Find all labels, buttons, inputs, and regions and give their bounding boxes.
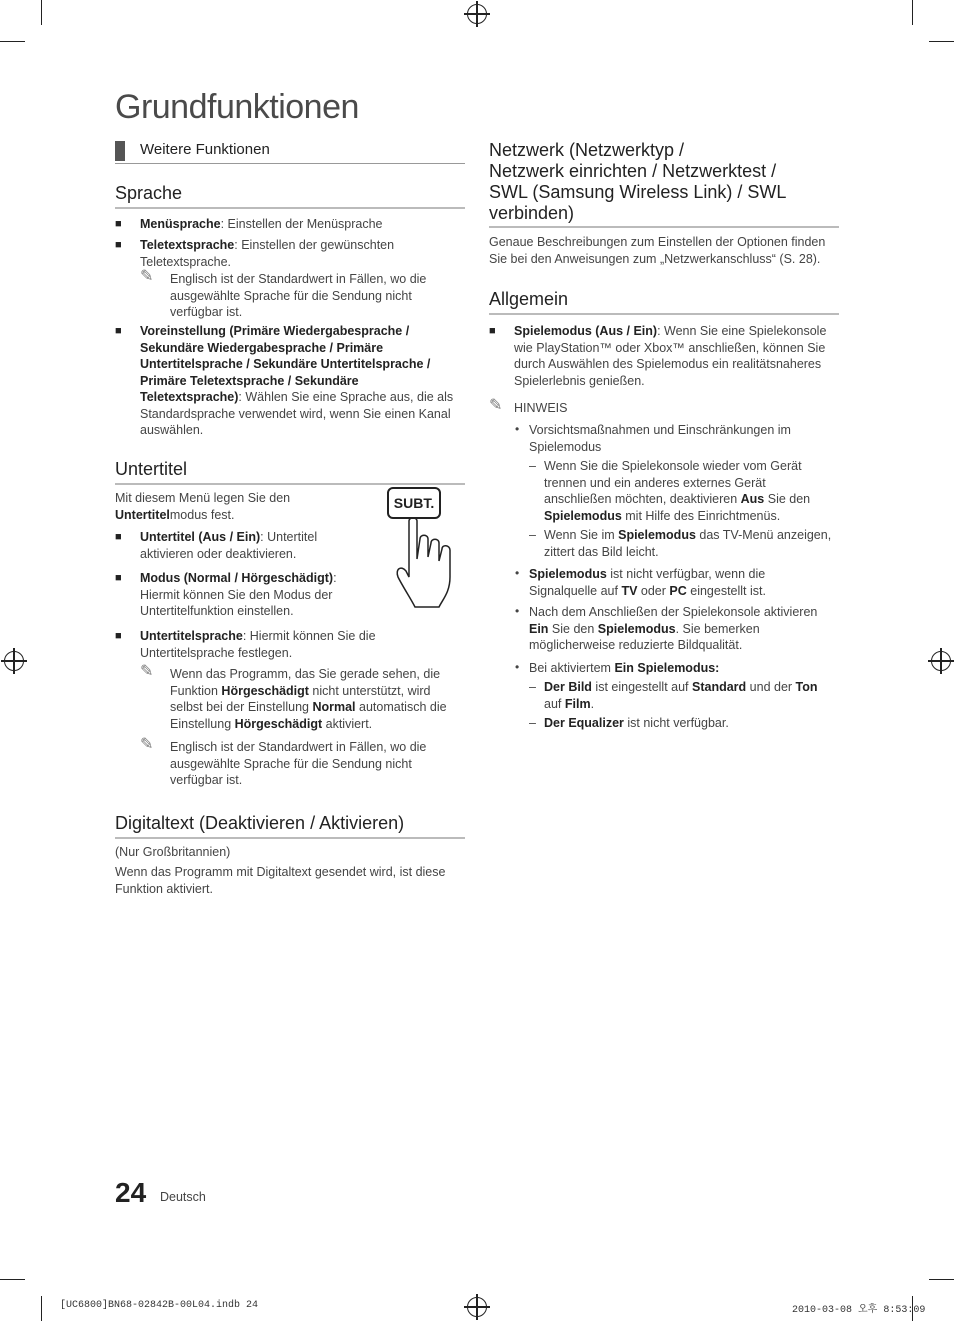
subt-button-icon: SUBT. bbox=[387, 487, 441, 519]
list-item: • Vorsichtsmaßnahmen und Einschränkungen im Spielemodus bbox=[515, 422, 791, 454]
bullet-square-icon: ■ bbox=[115, 572, 122, 584]
crop-mark bbox=[0, 41, 25, 42]
page-number: 24 bbox=[115, 1177, 147, 1208]
registration-mark-icon bbox=[467, 1297, 487, 1317]
divider bbox=[489, 226, 839, 228]
bullet-square-icon: ■ bbox=[115, 218, 122, 230]
crop-mark bbox=[929, 1279, 954, 1280]
bullet-square-icon: ■ bbox=[115, 531, 122, 543]
list-item: – Wenn Sie die Spielekonsole wieder vom Gerät trennen und ein anderes externes Gerät anschließen möchten, deaktivieren Aus Sie den Spielemodus mit Hilfe des Einrichtmenüs. bbox=[529, 459, 811, 523]
dash-marker: – bbox=[529, 680, 536, 694]
untertitel-intro: Mit diesem Menü legen Sie den Untertitelmodus fest. bbox=[115, 491, 291, 522]
list-item: ■ Voreinstellung (Primäre Wiedergabesprache / Sekundäre Wiedergabesprache / Primäre Untertitelsprache / Sekundäre Untertitelsprache / Primäre Teletextsprache / Sekundäre Teletextsprache): Wählen Sie eine Sprache aus, die als Standardsprache verwendet wird, wenn Sie einen Kanal auswählen. bbox=[115, 324, 454, 437]
pencil-note-icon: ✎ bbox=[140, 736, 154, 753]
bullet-dot-icon: • bbox=[515, 660, 520, 674]
section-untertitel-heading: Untertitel bbox=[115, 459, 465, 485]
pencil-note-icon: ✎ bbox=[140, 268, 154, 285]
netzwerk-text: Genaue Beschreibungen zum Einstellen der Optionen finden Sie bei den Anweisungen zum „Netzwerkanschluss“ (S. 28). bbox=[489, 235, 826, 266]
subheading-text: Weitere Funktionen bbox=[140, 141, 270, 158]
bullet-dot-icon: • bbox=[515, 566, 520, 580]
list-item: – Der Bild ist eingestellt auf Standard und der Ton auf Film. bbox=[529, 680, 818, 711]
list-item: ■ Teletextsprache: Einstellen der gewünschten Teletextsprache. bbox=[115, 238, 395, 269]
section-digitaltext-heading: Digitaltext (Deaktivieren / Aktivieren) bbox=[115, 813, 465, 839]
list-item: • Bei aktiviertem Ein Spielemodus: bbox=[515, 660, 720, 675]
bullet-dot-icon: • bbox=[515, 422, 520, 436]
list-item: ■ Spielemodus (Aus / Ein): Wenn Sie eine Spielekonsole wie PlayStation™ oder Xbox™ anschließen, können Sie durch Auswählen des Spielemodus ein realitätsnaheres Spielerlebnis genießen. bbox=[489, 324, 827, 388]
list-item: • Spielemodus ist nicht verfügbar, wenn die Signalquelle auf TV oder PC eingestellt ist. bbox=[515, 566, 766, 598]
list-item: ■ Untertitelsprache: Hiermit können Sie die Untertitelsprache festlegen. bbox=[115, 629, 376, 660]
note: ✎ Englisch ist der Standardwert in Fällen, wo die ausgewählte Sprache für die Sendung nicht verfügbar ist. bbox=[140, 268, 427, 319]
crop-mark bbox=[929, 41, 954, 42]
bullet-square-icon: ■ bbox=[115, 325, 122, 337]
section-sprache-heading: Sprache bbox=[115, 183, 465, 209]
note: ✎ Wenn das Programm, das Sie gerade sehen, die Funktion Hörgeschädigt nicht unterstützt, wird selbst bei der Einstellung Normal automatisch die Einstellung Hörgeschädigt aktiviert. bbox=[140, 663, 447, 731]
pencil-note-icon: ✎ bbox=[489, 397, 503, 414]
registration-mark-icon bbox=[467, 4, 487, 24]
page-title: Grundfunktionen bbox=[115, 88, 359, 126]
subheading bbox=[115, 139, 465, 164]
crop-mark bbox=[41, 0, 42, 25]
list-item: ■ Untertitel (Aus / Ein): Untertitel aktivieren oder deaktivieren. bbox=[115, 530, 318, 561]
list-item: ■ Menüsprache: Einstellen der Menüsprache bbox=[115, 217, 383, 231]
list-item: – Wenn Sie im Spielemodus das TV-Menü anzeigen, zittert das Bild leicht. bbox=[529, 528, 832, 559]
crop-mark bbox=[41, 1296, 42, 1321]
crop-mark bbox=[912, 0, 913, 25]
section-netzwerk-heading: Netzwerk (Netzwerktyp / Netzwerk einrichten / Netzwerktest / SWL (Samsung Wireless Link) / SWL verbinden) bbox=[489, 140, 787, 223]
dash-marker: – bbox=[529, 459, 536, 473]
footer-file-info: [UC6800]BN68-02842B-00L04.indb 24 bbox=[60, 1300, 259, 1311]
crop-mark bbox=[0, 1279, 25, 1280]
footer-timestamp: 2010-03-08 오후 8:53:09 bbox=[792, 1305, 926, 1316]
bullet-square-icon: ■ bbox=[115, 239, 122, 251]
subheading-bar bbox=[115, 141, 125, 161]
bullet-square-icon: ■ bbox=[115, 630, 122, 642]
dash-marker: – bbox=[529, 528, 536, 542]
digitaltext-text: Wenn das Programm mit Digitaltext gesendet wird, ist diese Funktion aktiviert. bbox=[115, 865, 446, 896]
list-item: ■ Modus (Normal / Hörgeschädigt): Hiermit können Sie den Modus der Untertitelfunktion einstellen. bbox=[115, 571, 337, 618]
page-language: Deutsch bbox=[160, 1190, 206, 1204]
list-item: • Nach dem Anschließen der Spielekonsole aktivieren Ein Sie den Spielemodus. Sie bemerken möglicherweise reduzierte Bildqualität. bbox=[515, 604, 818, 652]
dash-marker: – bbox=[529, 716, 536, 730]
hinweis-label: ✎ HINWEIS bbox=[489, 397, 568, 415]
pointing-hand-icon bbox=[395, 517, 470, 612]
section-allgemein-heading: Allgemein bbox=[489, 289, 839, 315]
pencil-note-icon: ✎ bbox=[140, 663, 154, 680]
note: ✎ Englisch ist der Standardwert in Fällen, wo die ausgewählte Sprache für die Sendung nicht verfügbar ist. bbox=[140, 736, 427, 787]
registration-mark-icon bbox=[4, 651, 24, 671]
bullet-square-icon: ■ bbox=[489, 325, 496, 337]
digitaltext-region: (Nur Großbritannien) bbox=[115, 845, 231, 859]
registration-mark-icon bbox=[931, 651, 951, 671]
list-item: – Der Equalizer ist nicht verfügbar. bbox=[529, 716, 729, 730]
bullet-dot-icon: • bbox=[515, 604, 520, 618]
